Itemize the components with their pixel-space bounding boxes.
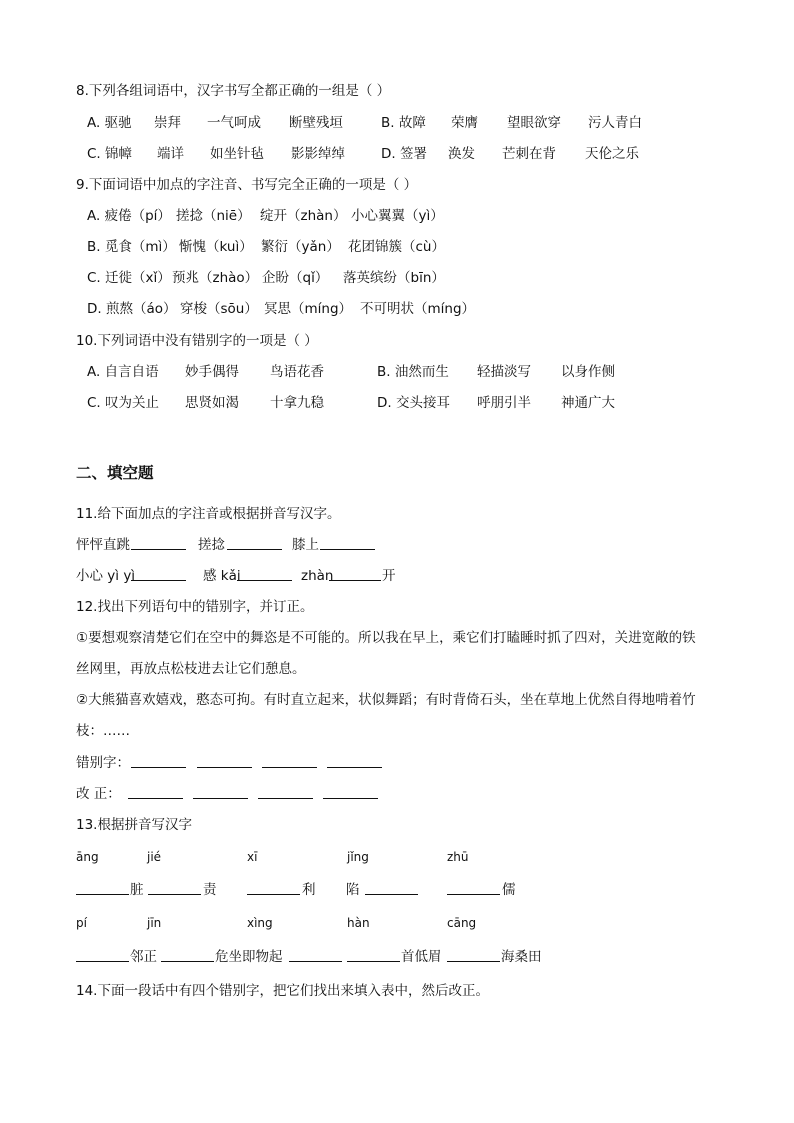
q12-passage1-line1: ①要想观察清楚它们在空中的舞恣是不可能的。所以我在早上，乘它们打瞌睡时抓了四对，关进宽敞的铁 bbox=[76, 630, 696, 646]
option-word: 思贤如渴 bbox=[185, 395, 239, 411]
option-text: 繁衍（yǎn） bbox=[261, 239, 340, 255]
word-part: 陷 bbox=[346, 882, 360, 898]
option-text: C. 迁徙（xǐ） bbox=[87, 270, 171, 286]
option-text: 预兆（zhào） bbox=[172, 270, 259, 286]
option-word: 端详 bbox=[157, 146, 184, 162]
answer-blank[interactable] bbox=[148, 880, 201, 895]
answer-blank[interactable] bbox=[320, 535, 375, 550]
pinyin: zhū bbox=[447, 850, 469, 864]
option-word: 如坐针毡 bbox=[210, 146, 264, 162]
option-word: 妙手偶得 bbox=[185, 364, 239, 380]
pinyin: cāng bbox=[447, 916, 477, 930]
word-part: 邻正 bbox=[130, 949, 157, 965]
q10-stem: 10.下列词语中没有错别字的一项是（ ） bbox=[76, 333, 318, 349]
item-text: 开 bbox=[382, 568, 396, 584]
pinyin: xìng bbox=[247, 916, 273, 930]
pinyin: jīn bbox=[147, 916, 162, 930]
answer-blank[interactable] bbox=[128, 784, 183, 799]
option-word: 神通广大 bbox=[561, 395, 615, 411]
answer-blank[interactable] bbox=[247, 880, 300, 895]
option-c: C. 锦幛 bbox=[87, 146, 133, 162]
wrong-label: 错别字： bbox=[76, 755, 130, 771]
pinyin: āng bbox=[76, 850, 99, 864]
option-word: 以身作侧 bbox=[561, 364, 615, 380]
q14-stem: 14.下面一段话中有四个错别字，把它们找出来填入表中，然后改正。 bbox=[76, 983, 489, 999]
option-d: D. 交头接耳 bbox=[377, 395, 450, 411]
section-heading: 二、填空题 bbox=[76, 464, 154, 482]
item-text: 搓捻 bbox=[198, 537, 225, 553]
option-text: 小心翼翼（yì） bbox=[351, 208, 444, 224]
option-text: D. 煎熬（áo） bbox=[87, 301, 177, 317]
answer-blank[interactable] bbox=[237, 566, 292, 581]
item-text: zhàn bbox=[301, 568, 334, 584]
option-word: 轻描淡写 bbox=[477, 364, 531, 380]
option-word: 崇拜 bbox=[154, 115, 181, 131]
answer-blank[interactable] bbox=[258, 784, 313, 799]
answer-blank[interactable] bbox=[289, 947, 342, 962]
option-word: 十拿九稳 bbox=[270, 395, 324, 411]
answer-blank[interactable] bbox=[197, 753, 252, 768]
answer-blank[interactable] bbox=[76, 947, 129, 962]
word-part: 危坐即物起 bbox=[215, 949, 283, 965]
option-a: A. 自言自语 bbox=[87, 364, 159, 380]
q9-stem: 9.下面词语中加点的字注音、书写完全正确的一项是（ ） bbox=[76, 177, 418, 193]
option-word: 污人青白 bbox=[588, 115, 642, 131]
answer-blank[interactable] bbox=[347, 947, 400, 962]
answer-blank[interactable] bbox=[131, 535, 186, 550]
pinyin: hàn bbox=[347, 916, 370, 930]
answer-blank[interactable] bbox=[227, 535, 282, 550]
pinyin: jǐng bbox=[347, 850, 369, 864]
option-text: 绽开（zhàn） bbox=[260, 208, 347, 224]
option-b: B. 故障 bbox=[381, 115, 426, 131]
q12-passage1-line2: 丝网里，再放点松枝进去让它们憩息。 bbox=[76, 661, 306, 677]
answer-blank[interactable] bbox=[161, 947, 214, 962]
option-d: D. 签署 bbox=[381, 146, 427, 162]
word-part: 利 bbox=[302, 882, 316, 898]
item-text: 怦怦直跳 bbox=[76, 537, 130, 553]
answer-blank[interactable] bbox=[365, 880, 418, 895]
option-text: 不可明状（míng） bbox=[360, 301, 476, 317]
option-word: 鸟语花香 bbox=[270, 364, 324, 380]
answer-blank[interactable] bbox=[447, 880, 500, 895]
option-text: 穿梭（sōu） bbox=[180, 301, 258, 317]
option-word: 芒刺在背 bbox=[502, 146, 556, 162]
option-word: 望眼欲穿 bbox=[507, 115, 561, 131]
option-text: 搓捻（niē） bbox=[176, 208, 251, 224]
answer-blank[interactable] bbox=[76, 880, 129, 895]
option-word: 影影绰绰 bbox=[291, 146, 345, 162]
answer-blank[interactable] bbox=[329, 566, 381, 581]
option-text: A. 疲倦（pí） bbox=[87, 208, 171, 224]
option-b: B. 油然而生 bbox=[377, 364, 449, 380]
option-text: 企盼（qǐ） bbox=[262, 270, 329, 286]
q8-stem: 8.下列各组词语中，汉字书写全都正确的一组是（ ） bbox=[76, 83, 391, 99]
q12-stem: 12.找出下列语句中的错别字，并订正。 bbox=[76, 599, 314, 615]
option-word: 断壁残垣 bbox=[289, 115, 343, 131]
item-text: 小心 yì yì bbox=[76, 568, 136, 584]
answer-blank[interactable] bbox=[131, 566, 186, 581]
option-text: B. 觅食（mì） bbox=[87, 239, 176, 255]
item-text: 膝上 bbox=[292, 537, 319, 553]
answer-blank[interactable] bbox=[447, 947, 500, 962]
option-text: 落英缤纷（bīn） bbox=[343, 270, 445, 286]
pinyin: pí bbox=[76, 916, 87, 930]
q11-stem: 11.给下面加点的字注音或根据拼音写汉字。 bbox=[76, 506, 341, 522]
option-word: 呼朋引半 bbox=[477, 395, 531, 411]
word-part: 首低眉 bbox=[401, 949, 442, 965]
option-text: 花团锦簇（cù） bbox=[348, 239, 445, 255]
option-word: 天伦之乐 bbox=[585, 146, 639, 162]
option-text: 惭愧（kuì） bbox=[179, 239, 253, 255]
word-part: 责 bbox=[203, 882, 217, 898]
item-text: 感 kǎi bbox=[203, 568, 241, 584]
answer-blank[interactable] bbox=[323, 784, 378, 799]
word-part: 脏 bbox=[130, 882, 144, 898]
fix-label: 改 正： bbox=[76, 786, 121, 802]
option-word: 荣膺 bbox=[451, 115, 478, 131]
answer-blank[interactable] bbox=[131, 753, 186, 768]
q12-passage2-line1: ②大熊猫喜欢嬉戏，憨态可拘。有时直立起来，状似舞蹈；有时背倚石头，坐在草地上优然自得地啃着竹 bbox=[76, 692, 696, 708]
q12-passage2-line2: 枝：…… bbox=[76, 723, 130, 739]
option-a: A. 驱驰 bbox=[87, 115, 132, 131]
answer-blank[interactable] bbox=[327, 753, 382, 768]
word-part: 海桑田 bbox=[501, 949, 542, 965]
pinyin: xī bbox=[247, 850, 258, 864]
word-part: 儒 bbox=[502, 882, 516, 898]
answer-blank[interactable] bbox=[262, 753, 317, 768]
option-c: C. 叹为关止 bbox=[87, 395, 160, 411]
pinyin: jié bbox=[147, 850, 162, 864]
q13-stem: 13.根据拼音写汉字 bbox=[76, 817, 192, 833]
answer-blank[interactable] bbox=[193, 784, 248, 799]
option-word: 一气呵成 bbox=[207, 115, 261, 131]
option-text: 冥思（míng） bbox=[264, 301, 353, 317]
option-word: 涣发 bbox=[448, 146, 475, 162]
